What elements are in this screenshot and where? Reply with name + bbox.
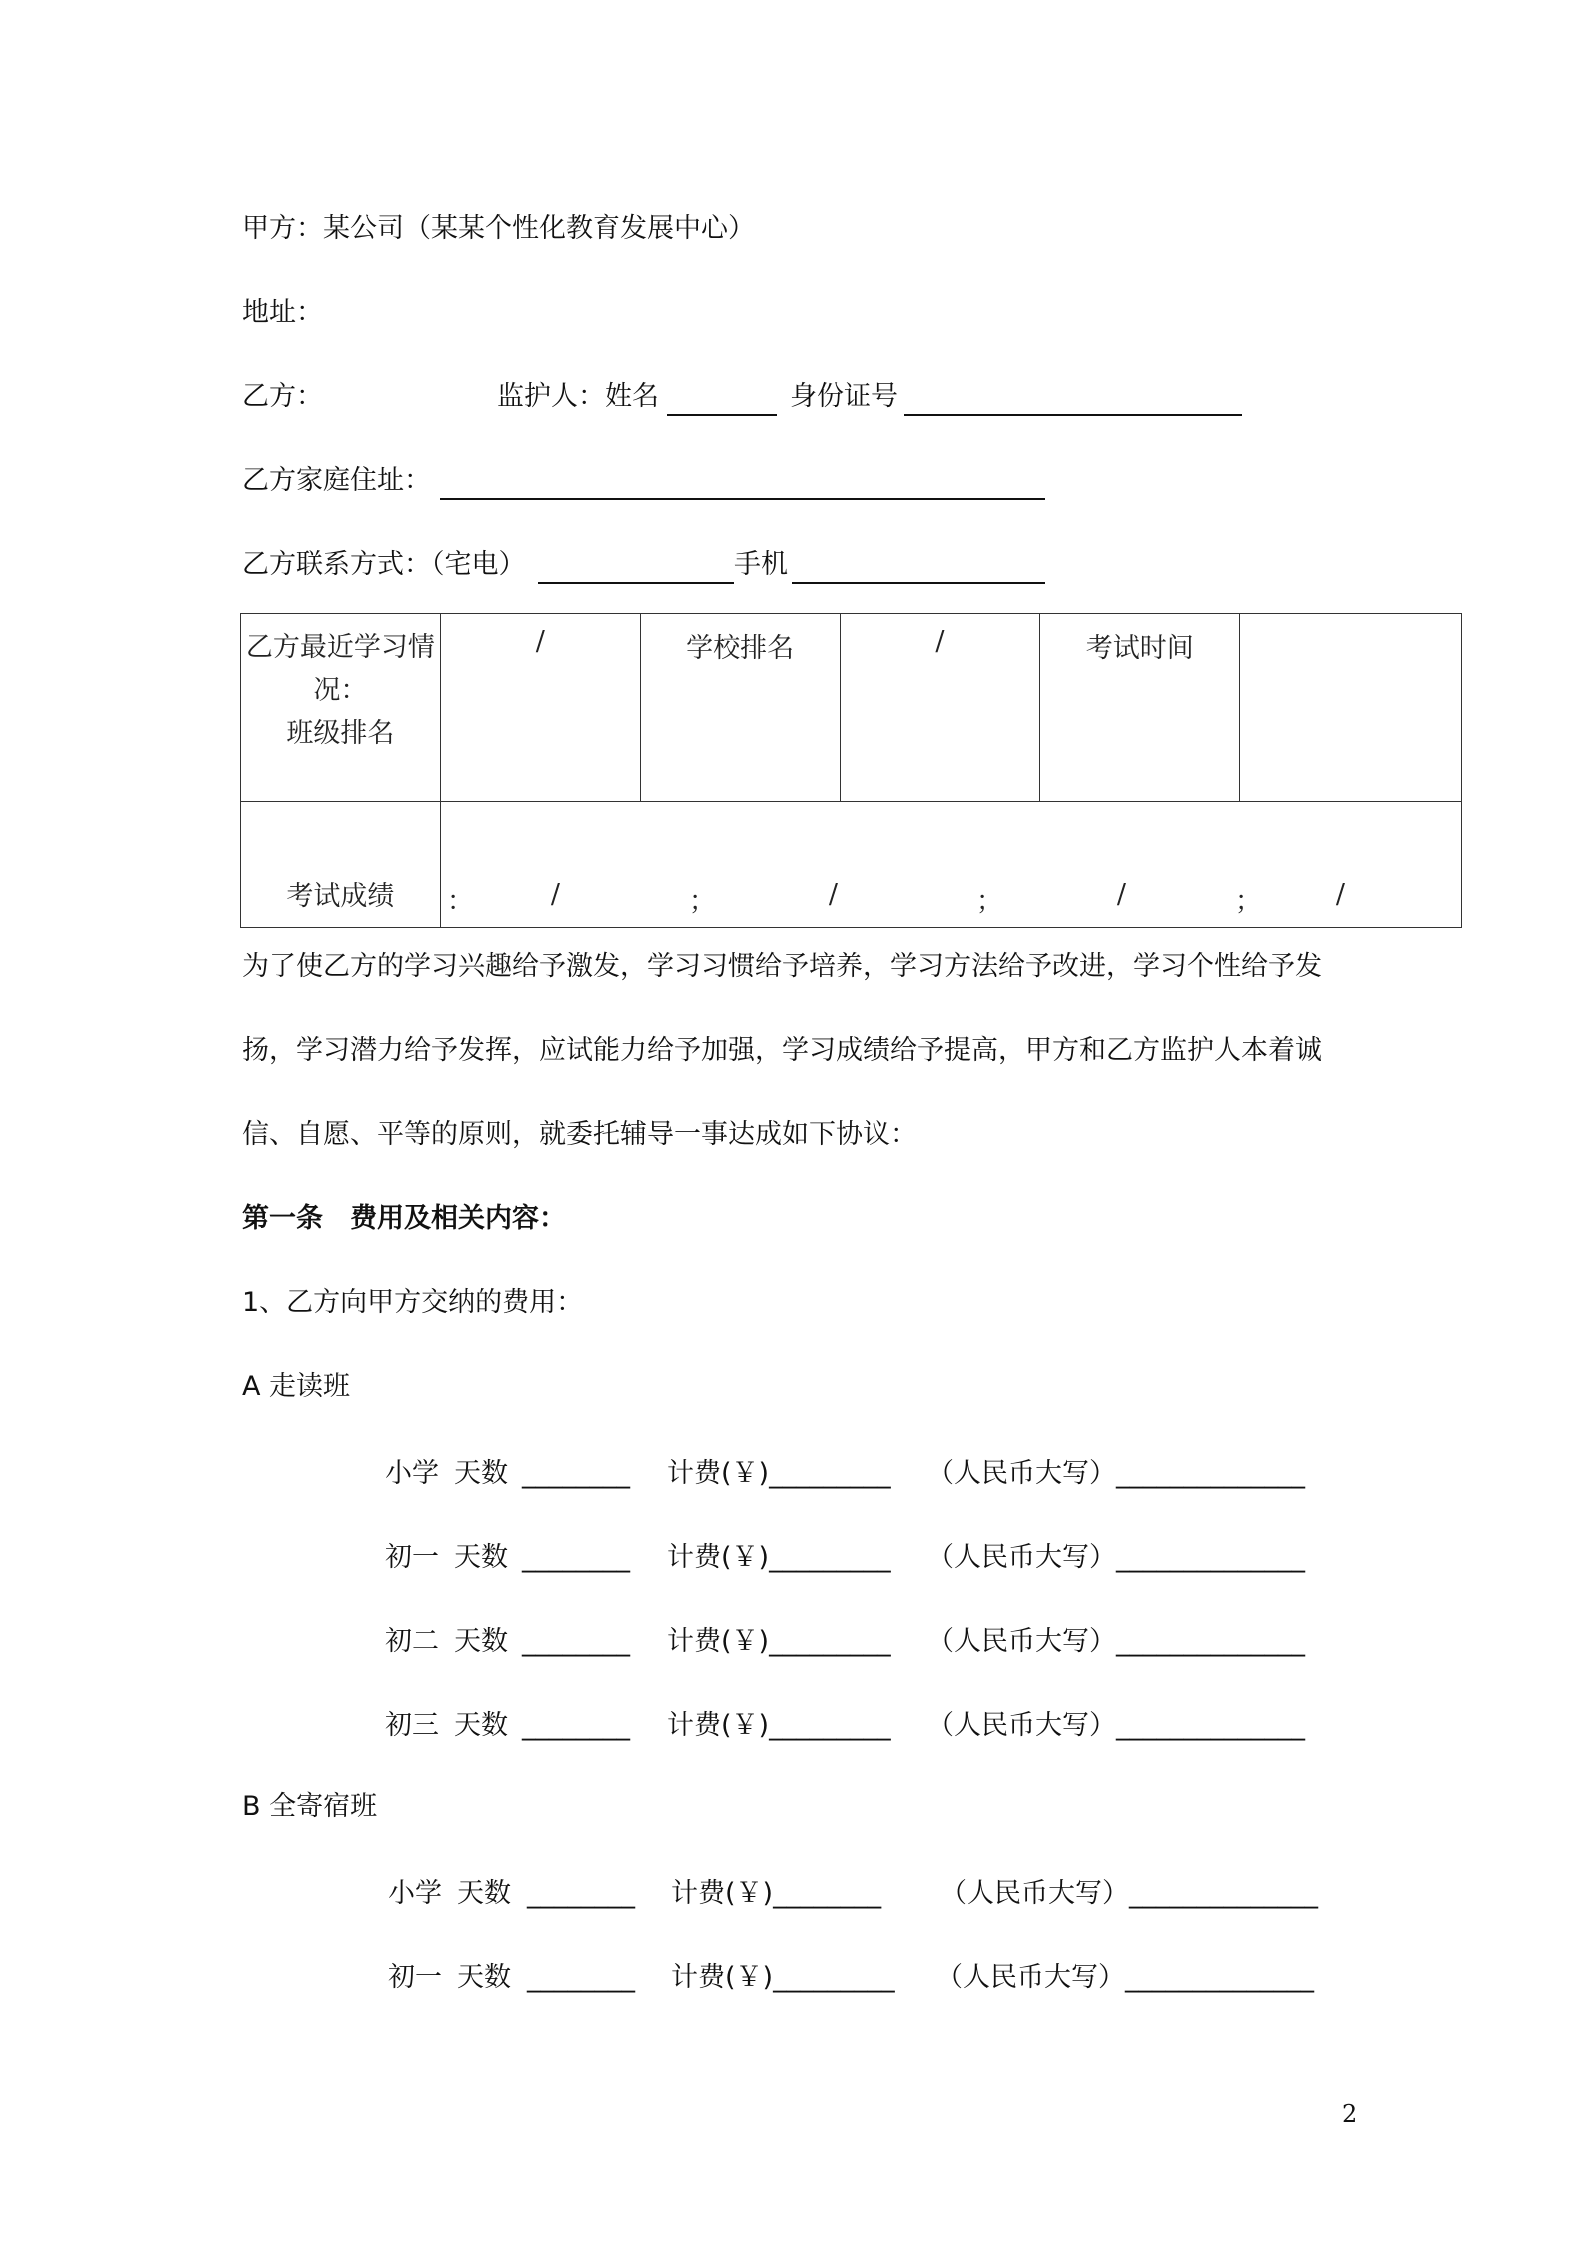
guardian-name-label: 监护人：姓名 (497, 381, 659, 412)
days-field[interactable]: ________ (527, 1962, 635, 1993)
fee-field[interactable]: 计费(￥)_________ (667, 1710, 891, 1741)
mobile-label: 手机 (734, 549, 788, 580)
rmb-field[interactable]: （人民币大写）______________ (936, 1962, 1314, 1993)
score-sep: ； (688, 886, 716, 917)
days-field[interactable]: ________ (522, 1542, 630, 1573)
school-rank-value-cell[interactable] (840, 614, 1040, 802)
party-b-line (242, 383, 323, 410)
home-address-line (242, 467, 431, 494)
grade-label: 初三 (385, 1710, 439, 1741)
days-field[interactable]: ________ (527, 1878, 635, 1909)
guardian-name-field[interactable] (667, 414, 777, 416)
recent-study-label-1: 乙方最近学习情 (245, 632, 435, 663)
article-1-title: 第一条 费用及相关内容： (242, 1203, 566, 1234)
grade-label: 初一 (388, 1962, 442, 1993)
rmb-field[interactable]: （人民币大写）______________ (927, 1710, 1305, 1741)
class-rank-value-cell[interactable] (440, 614, 640, 802)
table-row (241, 802, 1462, 928)
fee-row (385, 1628, 1385, 1662)
grade-label: 小学 (388, 1878, 442, 1909)
page-number: 2 (1342, 2100, 1358, 2128)
home-phone-field[interactable] (538, 582, 734, 584)
table-row (241, 614, 1462, 802)
rmb-field[interactable]: （人民币大写）______________ (927, 1542, 1305, 1573)
study-info-table (240, 613, 1462, 928)
contact-label: 乙方联系方式：（宅电） (242, 549, 526, 580)
intro-line-3: 信、自愿、平等的原则，就委托辅导一事达成如下协议： (242, 1119, 917, 1150)
school-rank-label: 学校排名 (686, 633, 795, 664)
exam-score-value-cell[interactable] (440, 802, 1461, 928)
score-slash: / (1116, 879, 1126, 910)
days-label: 天数 (454, 1710, 508, 1741)
days-label: 天数 (454, 1458, 508, 1489)
fee-field[interactable]: 计费(￥)________ (671, 1878, 882, 1909)
class-a-title: A 走读班 (242, 1371, 351, 1402)
exam-score-label: 考试成绩 (286, 881, 395, 912)
days-field[interactable]: ________ (522, 1710, 630, 1741)
days-label: 天数 (454, 1626, 508, 1657)
exam-time-value-cell[interactable] (1240, 614, 1462, 802)
score-sep: ； (1234, 886, 1262, 917)
grade-label: 初一 (385, 1542, 439, 1573)
rmb-field[interactable]: （人民币大写）______________ (927, 1458, 1305, 1489)
intro-line-1: 为了使乙方的学习兴趣给予激发，学习习惯给予培养，学习方法给予改进，学习个性给予发 (242, 951, 1322, 982)
fee-row (385, 1460, 1385, 1494)
exam-time-label: 考试时间 (1085, 633, 1194, 664)
address-line (242, 299, 323, 326)
class-b-title: B 全寄宿班 (242, 1791, 378, 1822)
home-address-label: 乙方家庭住址： (242, 465, 431, 496)
id-number-label: 身份证号 (790, 381, 898, 412)
address-label: 地址： (242, 297, 323, 328)
score-slash: / (828, 879, 838, 910)
fee-field[interactable]: 计费(￥)_________ (667, 1458, 891, 1489)
exam-score-label-cell (241, 802, 441, 928)
exam-time-label-cell (1040, 614, 1240, 802)
fee-field[interactable]: 计费(￥)_________ (667, 1626, 891, 1657)
contact-line (242, 551, 526, 578)
fee-field[interactable]: 计费(￥)_________ (671, 1962, 895, 1993)
score-sep: ： (446, 886, 474, 917)
party-a-label: 甲方： (242, 213, 323, 244)
intro-line-2: 扬，学习潜力给予发挥，应试能力给予加强，学习成绩给予提高，甲方和乙方监护人本着诚 (242, 1035, 1322, 1066)
days-label: 天数 (454, 1542, 508, 1573)
fee-row (388, 1964, 1388, 1998)
id-number-field[interactable] (904, 414, 1242, 416)
party-a-value: 某公司（某某个性化教育发展中心） (323, 213, 755, 244)
grade-label: 小学 (385, 1458, 439, 1489)
grade-label: 初二 (385, 1626, 439, 1657)
rmb-field[interactable]: （人民币大写）______________ (940, 1878, 1318, 1909)
party-b-label: 乙方： (242, 381, 323, 412)
class-rank-label: 班级排名 (286, 718, 395, 750)
days-field[interactable]: ________ (522, 1626, 630, 1657)
recent-study-cell (241, 614, 441, 802)
days-label: 天数 (457, 1878, 511, 1909)
recent-study-label-2: 况： (313, 675, 368, 707)
days-field[interactable]: ________ (522, 1458, 630, 1489)
school-rank-slash: / (935, 626, 945, 657)
score-slash: / (1335, 879, 1345, 910)
home-address-field[interactable] (440, 498, 1045, 500)
rmb-field[interactable]: （人民币大写）______________ (927, 1626, 1305, 1657)
fee-field[interactable]: 计费(￥)_________ (667, 1542, 891, 1573)
party-a-line (242, 215, 755, 242)
mobile-field[interactable] (792, 582, 1045, 584)
days-label: 天数 (457, 1962, 511, 1993)
fee-row (388, 1880, 1388, 1914)
score-sep: ； (975, 886, 1003, 917)
class-rank-slash: / (535, 626, 545, 657)
score-slash: / (550, 879, 560, 910)
fee-row (385, 1544, 1385, 1578)
fees-item-title: 1、乙方向甲方交纳的费用： (242, 1287, 584, 1318)
school-rank-label-cell (640, 614, 840, 802)
fee-row (385, 1712, 1385, 1746)
